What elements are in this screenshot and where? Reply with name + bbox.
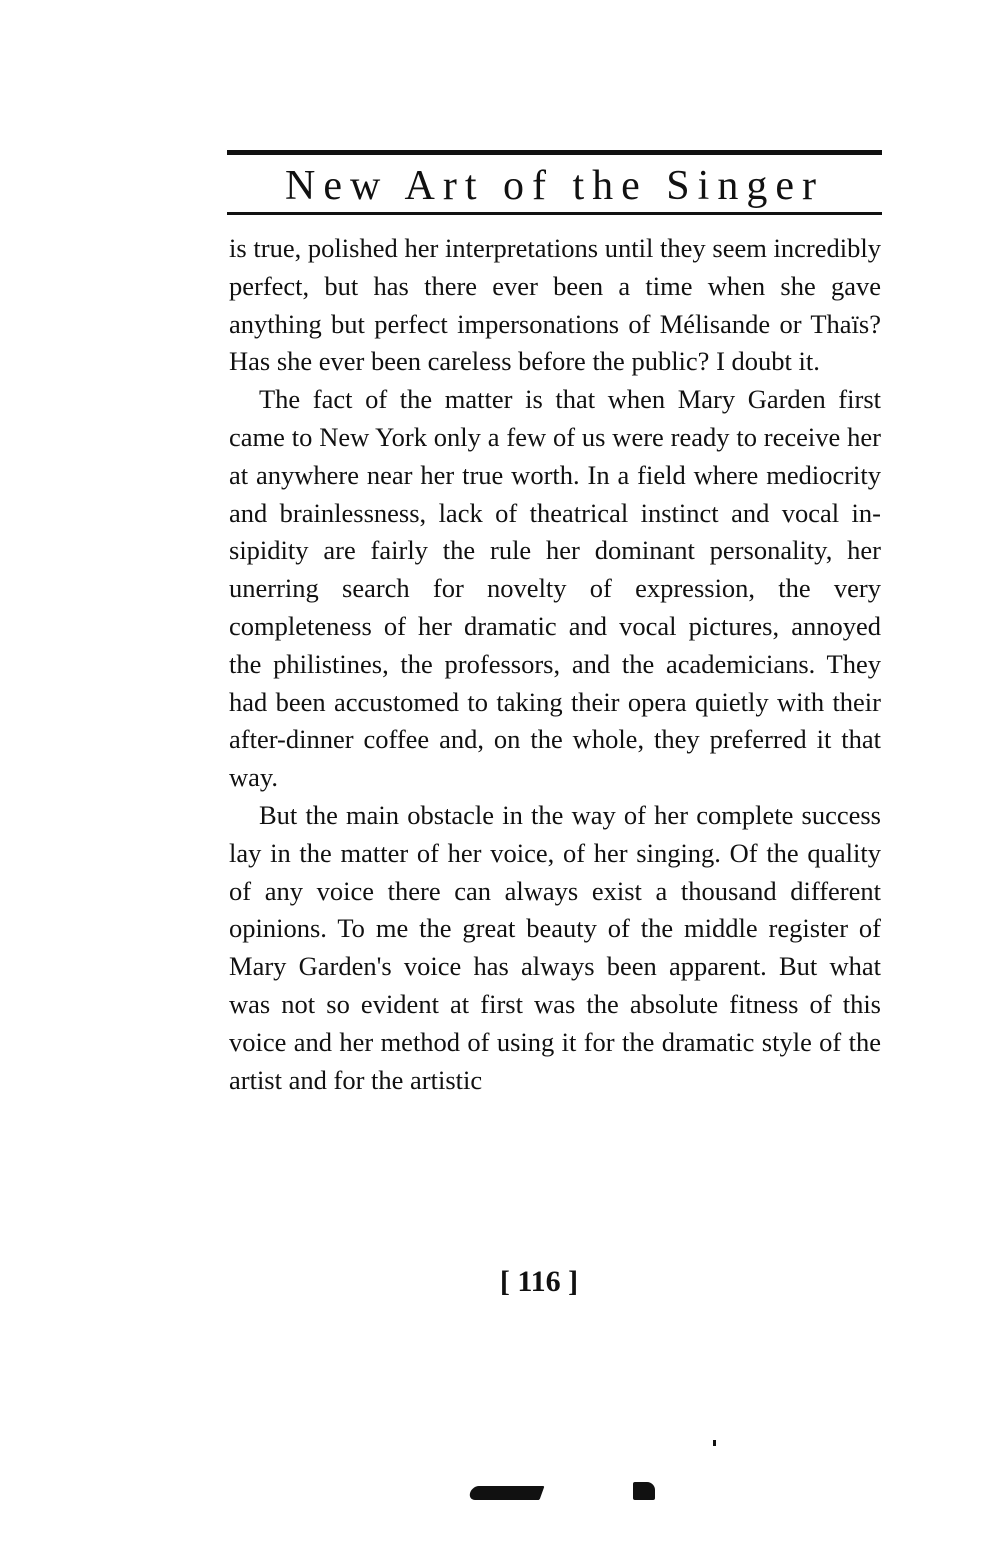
header-rule-top bbox=[227, 150, 882, 155]
running-head: New Art of the Singer bbox=[285, 163, 824, 209]
paragraph-1: is true, polished her interpretations until they seem incredibly perfect, but has there ever been a time when she gave anything but perfect impersonations of Mélisande or Thaïs? Has she ever been careless before the public? I doubt it. bbox=[229, 233, 881, 377]
page-number: [ 116 ] bbox=[499, 1265, 579, 1298]
header-rule-bottom bbox=[227, 212, 882, 215]
body-text bbox=[229, 230, 881, 1099]
ink-speck bbox=[713, 1440, 716, 1446]
paragraph-3: But the main obstacle in the way of her complete success lay in the matter of her voice, of her singing. Of the quality of any voice there can always exist a thousand different opinions. To me the great beauty of the middle register of Mary Garden's voice has always been apparent. But what was not so evident at first was the absolute fitness of this voice and her method of using it for the dramatic style of the artist and for the artistic bbox=[229, 799, 881, 1095]
ink-smudge-right bbox=[633, 1482, 655, 1500]
ink-smudge-left bbox=[467, 1486, 544, 1500]
paragraph-2: The fact of the matter is that when Mary Garden first came to New York only a few of us were ready to receive her at anywhere near her true worth. In a field where mediocrity and brainlessness, lack of theatrical instinct and vocal insipidity are fairly the rule her dominant personality, her unerring search for novelty of expression, the very completeness of her dramatic and vocal pictures, annoyed the philistines, the professors, and the academicians. They had been accustomed to taking their opera quietly with their after-dinner coffee and, on the whole, they preferred it that way. bbox=[229, 384, 881, 793]
